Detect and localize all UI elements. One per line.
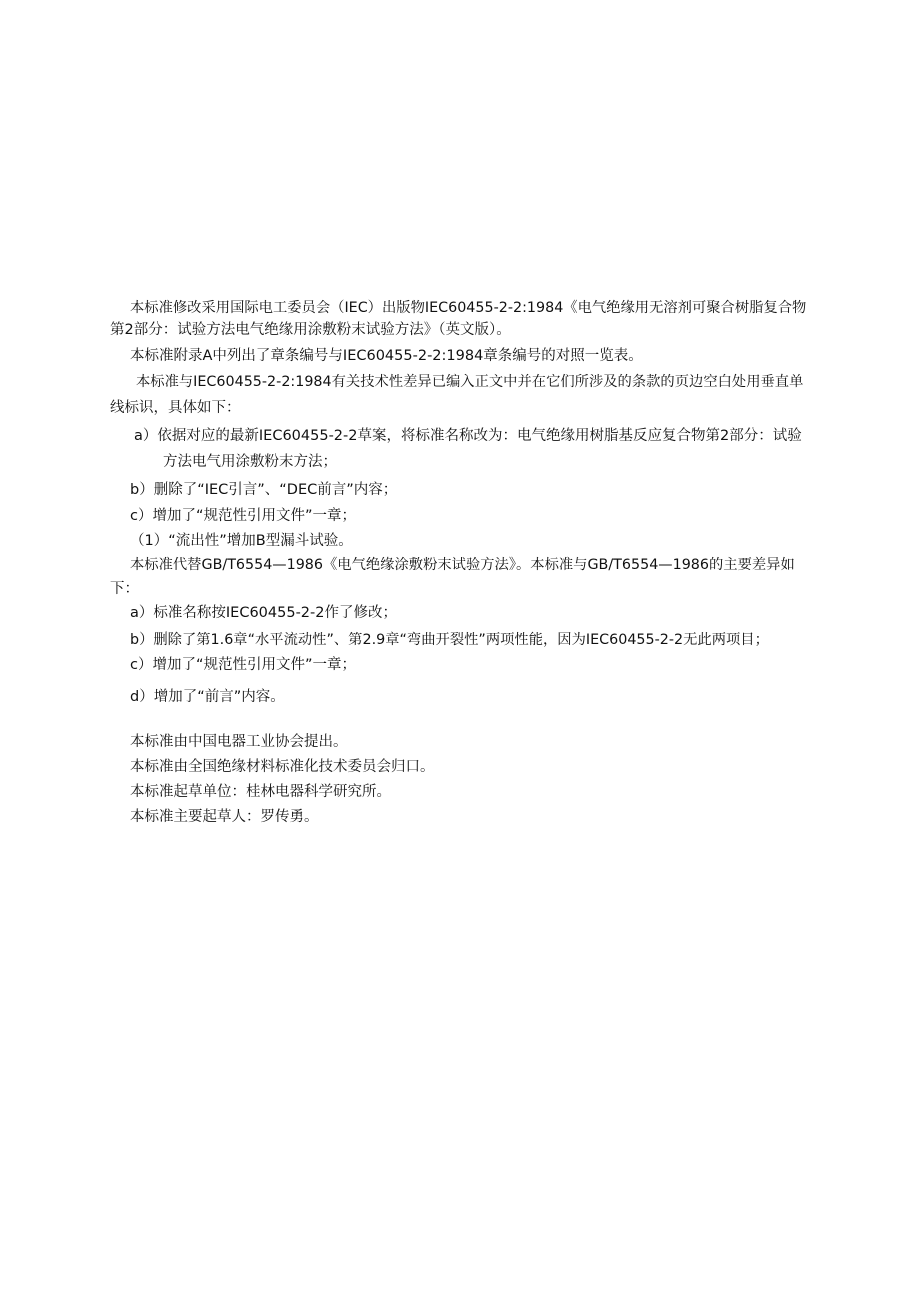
list2-item-c: c）增加了“规范性引用文件”一章；: [130, 657, 356, 673]
list1-item-a-line2: 方法电气用涂敷粉末方法；: [163, 454, 337, 470]
list2-item-b: b）删除了第1.6章“水平流动性”、第2.9章“弯曲开裂性”两项性能，因为IEC60455-2-2无此两项目；: [130, 632, 769, 648]
list2-item-a: a）标准名称按IEC60455-2-2作了修改；: [130, 605, 397, 621]
paragraph-adoption-line2: 第2部分：试验方法电气绝缘用涂敷粉末试验方法》（英文版）。: [110, 322, 511, 338]
paragraph-technical-differences-line2: 线标识，具体如下：: [110, 400, 241, 416]
paragraph-annex-a: 本标准附录A中列出了章条编号与IEC60455-2-2:1984章条编号的对照一览表。: [130, 348, 643, 364]
paragraph-adoption-line1: 本标准修改采用国际电工委员会（IEC）出版物IEC60455-2-2:1984《电气绝缘用无溶剂可聚合树脂复合物: [130, 300, 807, 316]
list1-item-1: （1）“流出性”增加B型漏斗试验。: [130, 533, 353, 549]
list1-item-c: c）增加了“规范性引用文件”一章；: [130, 508, 356, 524]
list2-item-d: d）增加了“前言”内容。: [130, 689, 285, 705]
paragraph-centralized-by: 本标准由全国绝缘材料标准化技术委员会归口。: [130, 759, 435, 775]
list1-item-b: b）删除了“IEC引言”、“DEC前言”内容；: [130, 482, 398, 498]
paragraph-main-drafter: 本标准主要起草人：罗传勇。: [130, 809, 319, 825]
paragraph-replaces-line2: 下：: [110, 581, 139, 597]
paragraph-technical-differences-line1: 本标准与IEC60455-2-2:1984有关技术性差异已编入正文中并在它们所涉及的条款的页边空白处用垂直单: [136, 374, 804, 390]
list1-item-a-line1: a）依据对应的最新IEC60455-2-2草案，将标准名称改为：电气绝缘用树脂基反应复合物第2部分：试验: [134, 428, 802, 444]
paragraph-proposed-by: 本标准由中国电器工业协会提出。: [130, 734, 348, 750]
paragraph-drafting-unit: 本标准起草单位：桂林电器科学研究所。: [130, 784, 391, 800]
paragraph-replaces-line1: 本标准代替GB/T6554—1986《电气绝缘涂敷粉末试验方法》。本标准与GB/T6554—1986的主要差异如: [130, 557, 795, 573]
